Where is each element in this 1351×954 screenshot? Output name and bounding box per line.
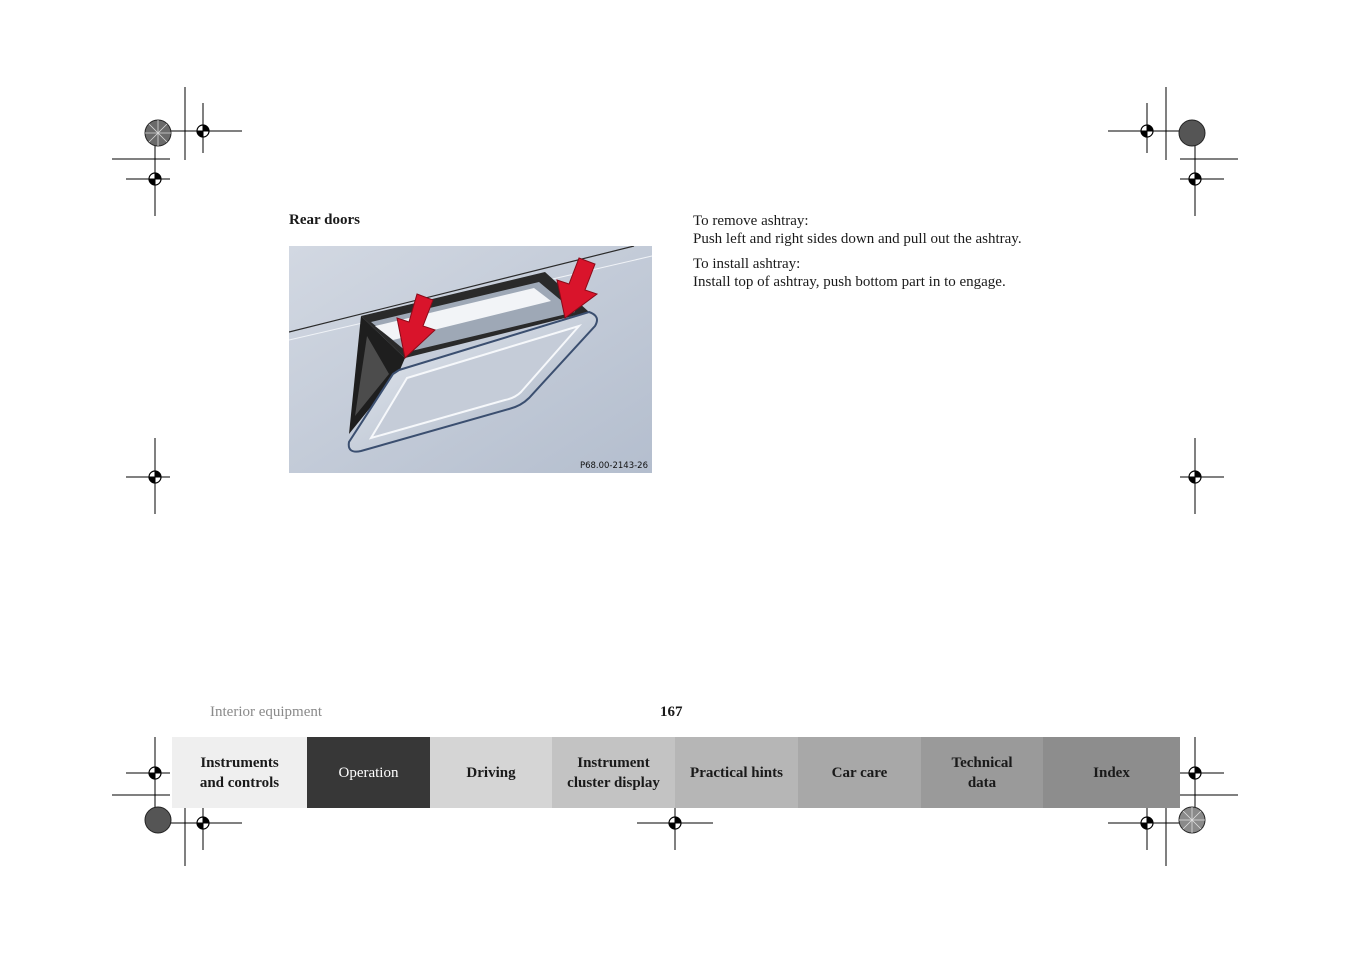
tab-car-care[interactable]: Car care <box>798 737 921 808</box>
remove-instruction <box>693 212 1113 248</box>
tab-technical-data[interactable]: Technical data <box>921 737 1043 808</box>
install-text: Install top of ashtray, push bottom part in to engage. <box>693 274 1006 290</box>
install-instruction <box>693 255 1113 291</box>
chapter-tabs <box>172 737 1180 808</box>
tab-practical-hints[interactable]: Practical hints <box>675 737 798 808</box>
figure-caption: P68.00-2143-26 <box>579 461 648 471</box>
remove-heading: To remove ashtray: <box>693 213 809 229</box>
install-heading: To install ashtray: <box>693 256 801 272</box>
section-title: Rear doors <box>289 212 360 228</box>
tab-instrument-cluster-display[interactable]: Instrument cluster display <box>552 737 675 808</box>
tab-operation[interactable]: Operation <box>307 737 430 808</box>
tab-instruments-and-controls[interactable]: Instruments and controls <box>172 737 307 808</box>
remove-text: Push left and right sides down and pull out the ashtray. <box>693 231 1022 247</box>
page-number: 167 <box>660 704 683 720</box>
ashtray-illustration <box>289 246 652 473</box>
tab-driving[interactable]: Driving <box>430 737 552 808</box>
tab-index[interactable]: Index <box>1043 737 1180 808</box>
footer-section-label: Interior equipment <box>210 704 323 720</box>
instructions <box>693 212 1113 298</box>
